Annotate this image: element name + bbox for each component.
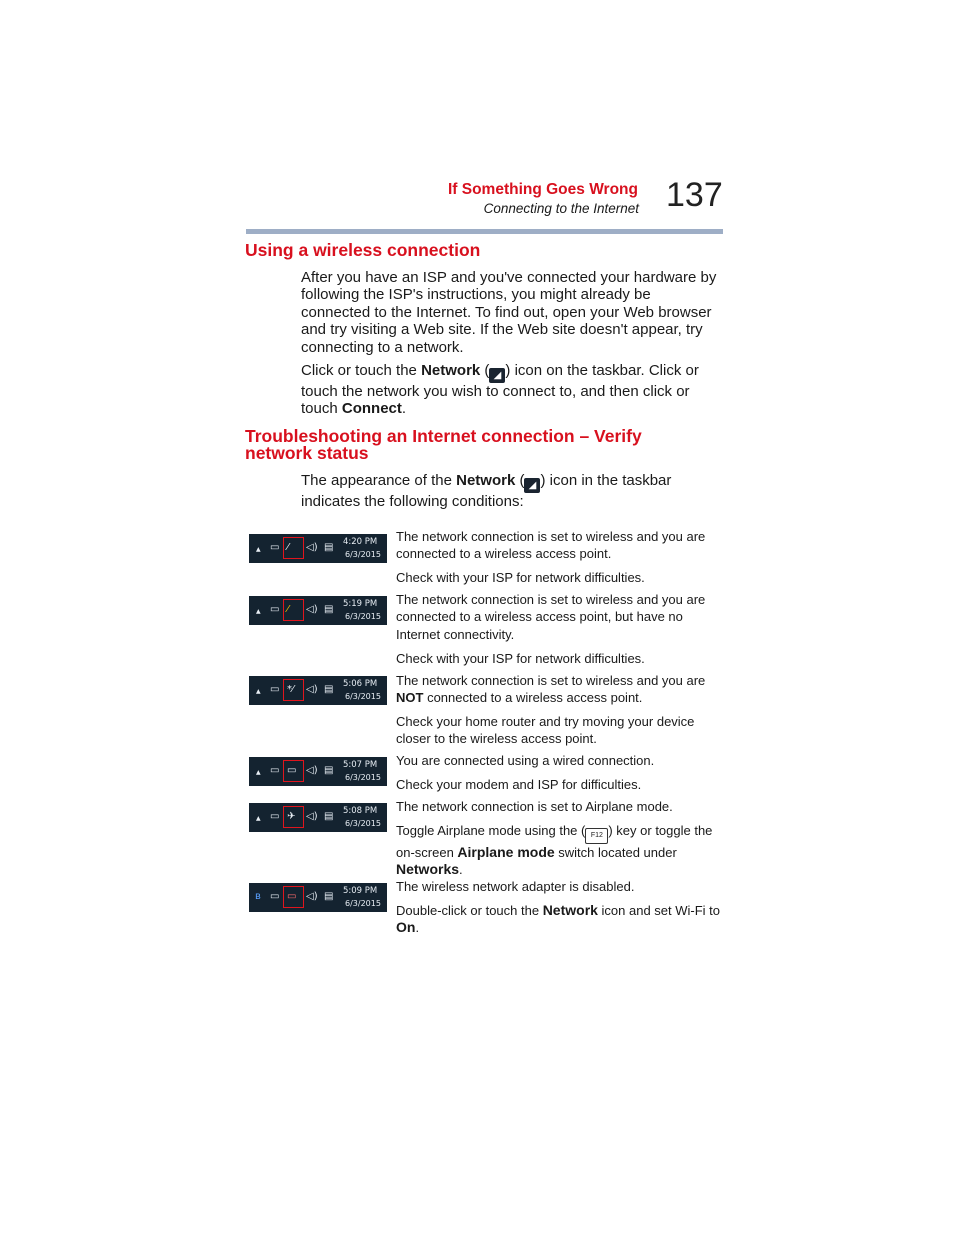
network-term: Network xyxy=(421,362,481,379)
notifications-icon: ▤ xyxy=(324,684,334,695)
clock-date: 6/3/2015 xyxy=(345,819,381,828)
clock-date: 6/3/2015 xyxy=(345,612,381,621)
network-icon: ◢ xyxy=(489,368,505,383)
conditions-intro: The appearance of the Network ( ◢ ) icon in the taskbar indicates the following conditions: xyxy=(301,472,672,510)
network-icon-highlight xyxy=(283,599,304,621)
up-arrow-icon: ▲ xyxy=(256,688,261,695)
advice-text: Double-click or touch the xyxy=(396,903,543,918)
advice-text: switch located under xyxy=(554,845,677,860)
condition-advice: Check with your ISP for network difficulties. xyxy=(396,570,645,585)
battery-icon: ▭ xyxy=(270,684,280,695)
emphasis-not: NOT xyxy=(396,690,424,706)
wifi-no-internet-icon: ⁄ xyxy=(287,604,289,615)
advice-text: ) key or toggle the on-screen xyxy=(396,823,713,860)
condition-advice: Check your modem and ISP for difficulties. xyxy=(396,777,642,792)
battery-icon: ▭ xyxy=(270,542,280,553)
condition-description: The wireless network adapter is disabled. xyxy=(396,879,635,894)
clock-time: 4:20 PM xyxy=(343,537,378,547)
volume-icon: ◁) xyxy=(306,811,318,822)
punctuation: . xyxy=(415,920,420,936)
bluetooth-icon: ʙ xyxy=(255,891,261,902)
volume-icon: ◁) xyxy=(306,684,318,695)
taskbar-screenshot xyxy=(249,883,387,912)
notifications-icon: ▤ xyxy=(324,765,334,776)
notifications-icon: ▤ xyxy=(324,604,334,615)
intro-paragraph: After you have an ISP and you've connected your hardware by following the ISP's instructions, you might already be connected to the Internet. To find out, open your Web browser and try visiting a Web site. If the Web site doesn't appear, try connecting to a network. xyxy=(301,269,717,356)
network-icon-highlight xyxy=(283,806,304,828)
header-rule xyxy=(246,229,723,234)
network-icon-highlight xyxy=(283,679,304,701)
up-arrow-icon: ▲ xyxy=(256,815,261,822)
on-term: On xyxy=(396,919,416,936)
condition-advice xyxy=(396,902,721,937)
chapter-title: If Something Goes Wrong xyxy=(447,181,638,198)
advice-text: icon and set Wi-Fi to xyxy=(597,903,721,918)
battery-icon: ▭ xyxy=(270,604,280,615)
volume-icon: ◁) xyxy=(306,891,318,902)
condition-description xyxy=(396,672,721,707)
clock-time: 5:09 PM xyxy=(343,886,378,896)
taskbar-screenshot xyxy=(249,596,387,625)
network-icon-highlight xyxy=(283,886,304,908)
clock-date: 6/3/2015 xyxy=(345,692,381,701)
up-arrow-icon: ▲ xyxy=(256,608,261,615)
network-term: Network xyxy=(542,902,598,918)
volume-icon: ◁) xyxy=(306,604,318,615)
battery-icon: ▭ xyxy=(270,765,280,776)
clock-time: 5:06 PM xyxy=(343,679,378,689)
network-icon-highlight xyxy=(283,537,304,559)
taskbar-screenshot xyxy=(249,803,387,832)
wifi-connected-icon: ⁄ xyxy=(287,542,289,553)
network-term: Network xyxy=(456,472,516,489)
notifications-icon: ▤ xyxy=(324,891,334,902)
clock-date: 6/3/2015 xyxy=(345,899,381,908)
notifications-icon: ▤ xyxy=(324,542,334,553)
punctuation: . xyxy=(459,862,463,878)
instruction-text: Click or touch the xyxy=(301,362,422,379)
condition-description: The network connection is set to wireless and you are connected to a wireless access point, but have no Internet connectivity. xyxy=(396,592,706,642)
punctuation: . xyxy=(401,400,407,418)
condition-advice: Check with your ISP for network difficulties. xyxy=(396,651,645,666)
battery-icon: ▭ xyxy=(270,811,280,822)
networks-term: Networks xyxy=(396,861,460,878)
condition-description: The network connection is set to Airplane mode. xyxy=(396,799,673,814)
up-arrow-icon: ▲ xyxy=(256,546,261,553)
clock-date: 6/3/2015 xyxy=(345,550,381,559)
volume-icon: ◁) xyxy=(306,542,318,553)
network-icon: ◢ xyxy=(524,478,540,493)
airplane-mode-icon: ✈ xyxy=(287,811,296,822)
notifications-icon: ▤ xyxy=(324,811,334,822)
condition-description: The network connection is set to wireless and you are connected to a wireless access point. xyxy=(396,529,706,562)
clock-time: 5:08 PM xyxy=(343,806,378,816)
battery-icon: ▭ xyxy=(270,891,280,902)
connect-term: Connect xyxy=(341,400,402,418)
heading-line: Troubleshooting an Internet connection – Verify xyxy=(245,426,642,446)
page-number: 137 xyxy=(666,176,723,214)
taskbar-screenshot xyxy=(249,757,387,786)
connect-instructions: Click or touch the Network ( ◢ ) icon on the taskbar. Click or touch the network you wish to connect to, and then click or touch Connect. xyxy=(301,362,699,418)
condition-description: You are connected using a wired connection. xyxy=(396,753,655,768)
airplane-key-icon: F12 xyxy=(585,828,608,844)
adapter-disabled-icon: ▭ xyxy=(287,891,297,902)
taskbar-screenshot xyxy=(249,534,387,563)
condition-advice: Check your home router and try moving your device closer to the wireless access point. xyxy=(396,714,695,747)
intro-text: icon in the taskbar indicates the following conditions: xyxy=(301,472,672,510)
description-text: connected to a wireless access point. xyxy=(423,690,643,706)
instruction-text: icon on the taskbar. Click or touch the network you wish to connect to, and then click or touch xyxy=(301,362,699,418)
volume-icon: ◁) xyxy=(306,765,318,776)
section-heading-troubleshooting xyxy=(245,428,642,462)
section-subtitle: Connecting to the Internet xyxy=(483,201,639,216)
section-heading-wireless: Using a wireless connection xyxy=(245,240,481,260)
up-arrow-icon: ▲ xyxy=(256,769,261,776)
network-icon-highlight xyxy=(283,760,304,782)
heading-line: network status xyxy=(245,443,369,463)
airplane-mode-term: Airplane mode xyxy=(457,844,555,860)
wired-connection-icon: ▭ xyxy=(287,765,297,776)
taskbar-screenshot xyxy=(249,676,387,705)
condition-advice xyxy=(396,822,721,879)
clock-date: 6/3/2015 xyxy=(345,773,381,782)
intro-text: The appearance of the xyxy=(301,472,457,489)
description-text: The network connection is set to wireless and you are xyxy=(396,673,706,688)
wifi-disconnected-icon: *⁄ xyxy=(287,684,294,695)
clock-time: 5:07 PM xyxy=(343,760,378,770)
clock-time: 5:19 PM xyxy=(343,599,378,609)
advice-text: Toggle Airplane mode using the ( xyxy=(396,823,586,838)
